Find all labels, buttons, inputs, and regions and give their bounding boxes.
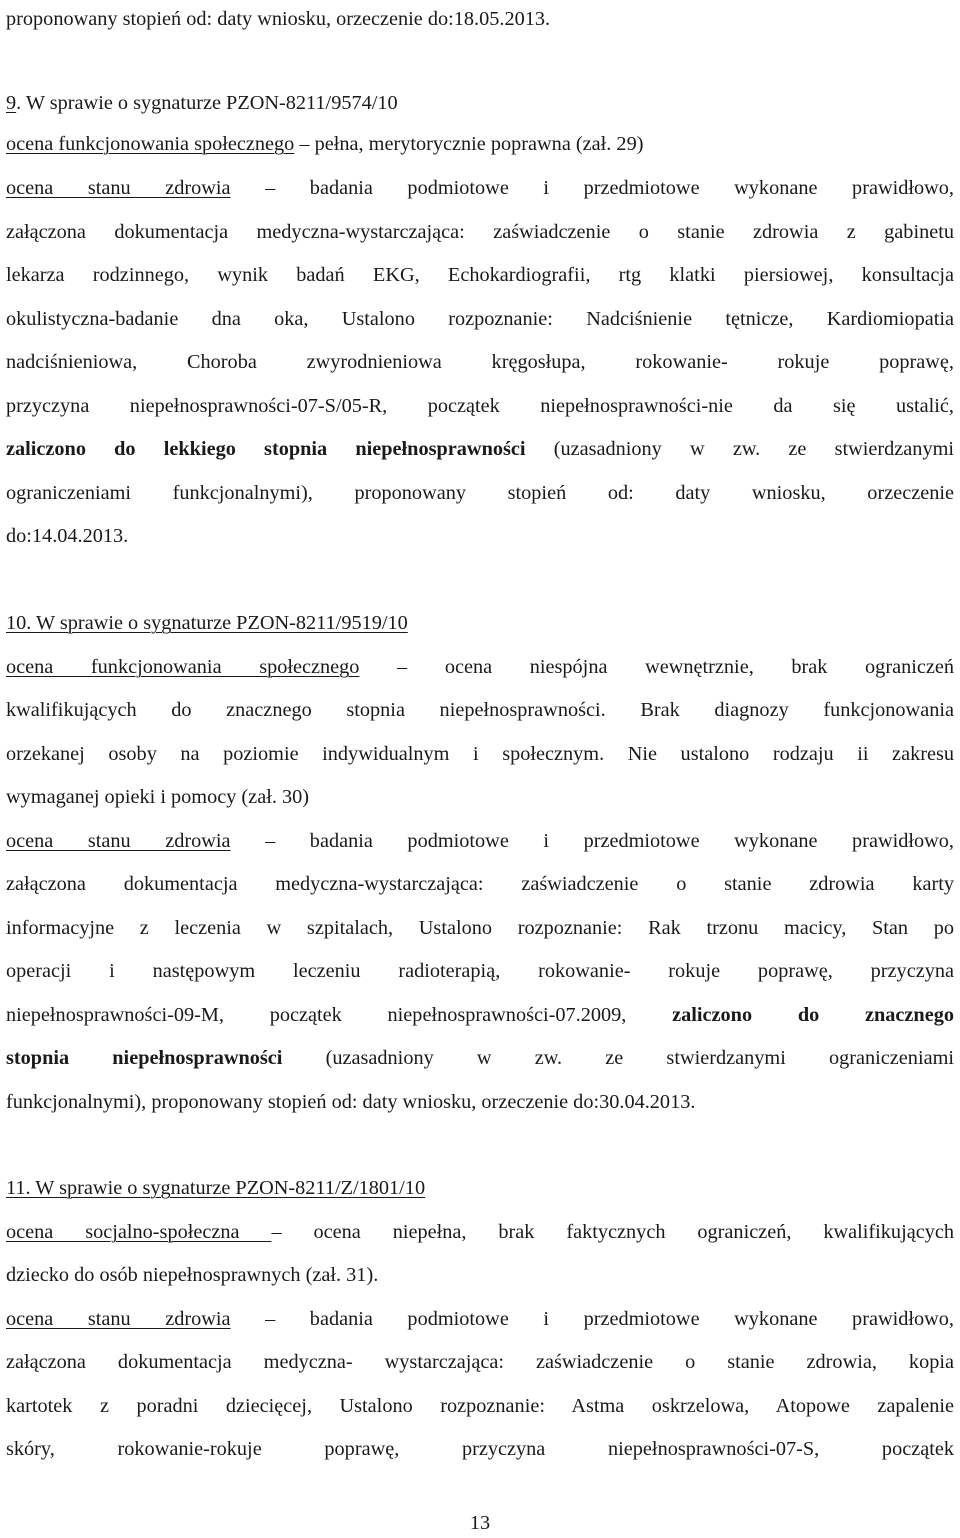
- section-heading-10: 10. W sprawie o sygnaturze PZON-8211/9519/10: [6, 612, 408, 634]
- text-line: wymaganej opieki i pomocy (zał. 30): [6, 786, 310, 808]
- text-line: skóry, rokowanie-rokuje poprawę, przyczyna niepełnosprawności-07-S, początek: [6, 1438, 954, 1460]
- assessment-label: ocena socjalno-społeczna: [6, 1221, 272, 1243]
- assessment-label: ocena funkcjonowania społecznego: [6, 656, 360, 678]
- section-heading-11: 11. W sprawie o sygnaturze PZON-8211/Z/1801/10: [6, 1177, 426, 1199]
- assessment-label: ocena stanu zdrowia: [6, 1308, 231, 1330]
- section-number: 9: [6, 92, 17, 114]
- text-line: kartotek z poradni dziecięcej, Ustalono rozpoznanie: Astma oskrzelowa, Atopowe zapalenie: [6, 1395, 954, 1417]
- text-line: informacyjne z leczenia w szpitalach, Ustalono rozpoznanie: Rak trzonu macicy, Stan po: [6, 917, 954, 939]
- text-line: ocena stanu zdrowia – badania podmiotowe i przedmiotowe wykonane prawidłowo,: [6, 177, 955, 199]
- qualification-bold: zaliczono do lekkiego stopnia niepełnosprawności: [6, 438, 526, 460]
- page-number: 13: [469, 1512, 491, 1534]
- text-line: ocena socjalno-społeczna – ocena niepełna, brak faktycznych ograniczeń, kwalifikujących: [6, 1221, 954, 1243]
- assessment-label: ocena stanu zdrowia: [6, 177, 231, 199]
- text-line: dziecko do osób niepełnosprawnych (zał. 31).: [6, 1264, 379, 1286]
- text-line: funkcjonalnymi), proponowany stopień od: daty wniosku, orzeczenie do:30.04.2013.: [6, 1091, 696, 1113]
- text-line: załączona dokumentacja medyczna- wystarczająca: zaświadczenie o stanie zdrowia, kopia: [6, 1351, 954, 1373]
- text-line: nadciśnieniowa, Choroba zwyrodnieniowa kręgosłupa, rokowanie- rokuje poprawę,: [6, 351, 954, 373]
- text-line: niepełnosprawności-09-M, początek niepełnosprawności-07.2009, zaliczono do znacznego: [6, 1004, 954, 1026]
- section-title: . W sprawie o sygnaturze PZON-8211/9574/10: [16, 92, 398, 114]
- text-line: ocena stanu zdrowia – badania podmiotowe i przedmiotowe wykonane prawidłowo,: [6, 830, 955, 852]
- text-line: do:14.04.2013.: [6, 525, 129, 547]
- text-line: ocena funkcjonowania społecznego – pełna, merytorycznie poprawna (zał. 29): [6, 133, 644, 155]
- text-line: kwalifikujących do znacznego stopnia niepełnosprawności. Brak diagnozy funkcjonowania: [6, 699, 954, 721]
- text-line: zaliczono do lekkiego stopnia niepełnosprawności (uzasadniony w zw. ze stwierdzanymi: [6, 438, 954, 460]
- assessment-label: ocena funkcjonowania społecznego: [6, 133, 295, 155]
- assessment-label: ocena stanu zdrowia: [6, 830, 231, 852]
- text-line: okulistyczna-badanie dna oka, Ustalono rozpoznanie: Nadciśnienie tętnicze, Kardiomiopatia: [6, 308, 954, 330]
- text-line: proponowany stopień od: daty wniosku, orzeczenie do:18.05.2013.: [6, 8, 551, 30]
- text-line: załączona dokumentacja medyczna-wystarczająca: zaświadczenie o stanie zdrowia z gabinetu: [6, 221, 954, 243]
- section-heading-9: [6, 88, 954, 118]
- text-line: przyczyna niepełnosprawności-07-S/05-R, początek niepełnosprawności-nie da się ustalić,: [6, 395, 954, 417]
- text-line: stopnia niepełnosprawności (uzasadniony w zw. ze stwierdzanymi ograniczeniami: [6, 1047, 954, 1069]
- text-line: załączona dokumentacja medyczna-wystarczająca: zaświadczenie o stanie zdrowia karty: [6, 873, 954, 895]
- qualification-bold: zaliczono do znacznego: [672, 1004, 954, 1026]
- text-line: lekarza rodzinnego, wynik badań EKG, Echokardiografii, rtg klatki piersiowej, konsultacja: [6, 264, 954, 286]
- qualification-bold: stopnia niepełnosprawności: [6, 1047, 283, 1069]
- text-line: ocena funkcjonowania społecznego – ocena niespójna wewnętrznie, brak ograniczeń: [6, 656, 955, 678]
- text-line: orzekanej osoby na poziomie indywidualnym i społecznym. Nie ustalono rodzaju ii zakresu: [6, 743, 954, 765]
- text-line: operacji i następowym leczeniu radioterapią, rokowanie- rokuje poprawę, przyczyna: [6, 960, 954, 982]
- text-line: ocena stanu zdrowia – badania podmiotowe i przedmiotowe wykonane prawidłowo,: [6, 1308, 955, 1330]
- text-line: ograniczeniami funkcjonalnymi), proponowany stopień od: daty wniosku, orzeczenie: [6, 482, 954, 504]
